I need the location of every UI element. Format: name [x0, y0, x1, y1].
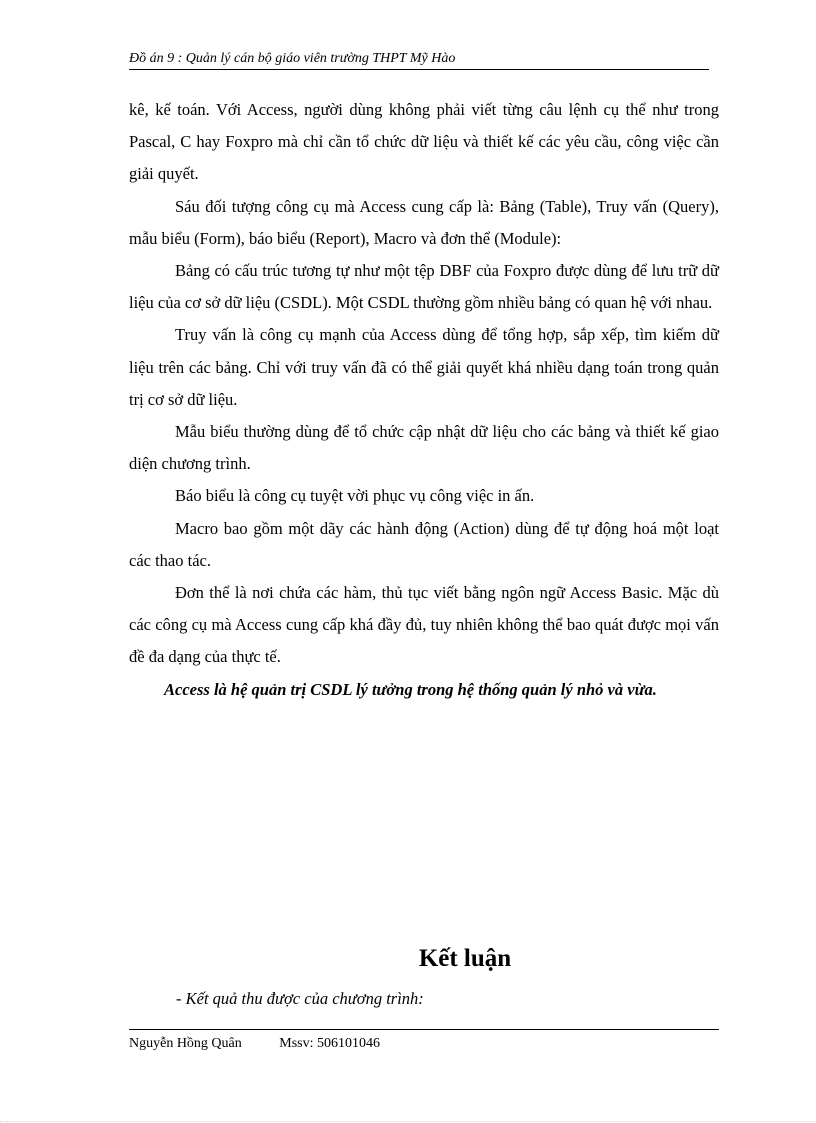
page-header: Đồ án 9 : Quản lý cán bộ giáo viên trường THPT Mỹ Hào — [129, 50, 709, 70]
paragraph-module: Đơn thể là nơi chứa các hàm, thủ tục viết bằng ngôn ngữ Access Basic. Mặc dù các công cụ mà Access cung cấp khá đầy đủ, tuy nhiên không thể bao quát được mọi vấn đề đa dạng của thực tế. — [129, 583, 719, 667]
emphasis-statement: Access là hệ quản trị CSDL lý tưởng trong hệ thống quản lý nhỏ và vừa. — [164, 679, 657, 699]
footer-student-id: Mssv: 506101046 — [279, 1036, 380, 1051]
page-footer — [129, 1035, 380, 1053]
paragraph-access-intro: kê, kế toán. Với Access, người dùng không phải viết từng câu lệnh cụ thể như trong Pascal, C hay Foxpro mà chỉ cần tổ chức dữ liệu và thiết kế các yêu cầu, công việc cần giải quyết. — [129, 100, 719, 184]
paragraph-query: Truy vấn là công cụ mạnh của Access dùng để tổng hợp, sắp xếp, tìm kiếm dữ liệu trên các bảng. Chỉ với truy vấn đã có thể giải quyết khá nhiều dạng toán trong quản trị cơ sở dữ liệu. — [129, 325, 719, 409]
section-subheading: - Kết quả thu được của chương trình: — [176, 989, 424, 1008]
footer-divider — [129, 1029, 719, 1030]
document-body — [129, 94, 719, 706]
paragraph-table: Bảng có cấu trúc tương tự như một tệp DBF của Foxpro được dùng để lưu trữ dữ liệu của cơ sở dữ liệu (CSDL). Một CSDL thường gồm nhiều bảng có quan hệ với nhau. — [129, 261, 719, 313]
paragraph-six-objects: Sáu đối tượng công cụ mà Access cung cấp là: Bảng (Table), Truy vấn (Query), mẫu biểu (Form), báo biểu (Report), Macro và đơn thể (Module): — [129, 196, 719, 248]
section-heading: Kết luận — [418, 945, 512, 972]
paragraph-report: Báo biểu là công cụ tuyệt vời phục vụ công việc in ấn. — [175, 486, 535, 506]
footer-author: Nguyễn Hồng Quân — [129, 1036, 242, 1051]
paragraph-form: Mẫu biểu thường dùng để tổ chức cập nhật dữ liệu cho các bảng và thiết kế giao diện chương trình. — [129, 422, 719, 474]
paragraph-macro: Macro bao gồm một dãy các hành động (Action) dùng để tự động hoá một loạt các thao tác. — [129, 518, 719, 570]
page-bottom-edge — [0, 1121, 816, 1122]
